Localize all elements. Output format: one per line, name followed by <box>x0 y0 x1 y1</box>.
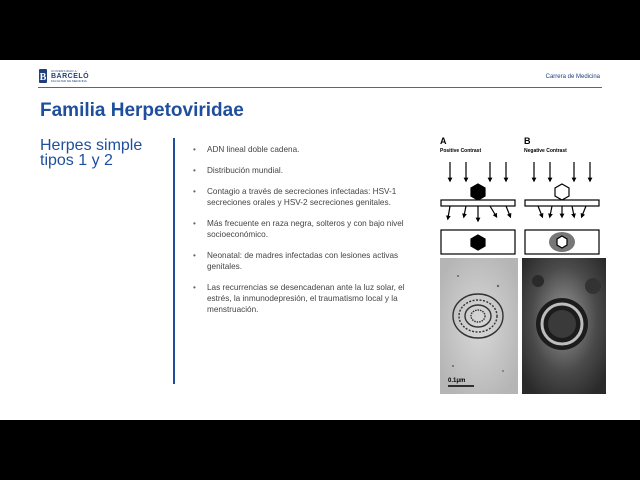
bullet-dot-icon: • <box>193 219 196 228</box>
bullet-item <box>193 282 413 315</box>
bullet-item <box>193 144 413 155</box>
bullet-item <box>193 165 413 176</box>
bullet-text: ADN lineal doble cadena. <box>207 145 300 154</box>
scale-bar-label: 0.1μm <box>448 378 466 384</box>
bullet-text: Neonatal: de madres infectadas con lesiones activas genitales. <box>207 251 399 271</box>
logo-line1: UNIVERSIDAD A. <box>51 68 78 73</box>
slide-title: Familia Herpetoviridae <box>40 100 244 121</box>
panel-a-letter: A <box>440 136 447 146</box>
logo-line3: FACULTAD DE MEDICINA <box>51 78 87 83</box>
header-divider <box>38 87 602 88</box>
bullet-dot-icon: • <box>193 283 196 292</box>
bullet-dot-icon: • <box>193 166 196 175</box>
course-label: Carrera de Medicina <box>545 74 600 80</box>
logo-emblem-icon <box>38 68 48 84</box>
micrograph-b <box>522 258 606 394</box>
svg-text:B: B <box>39 72 47 83</box>
virus-contrast-figure <box>438 136 608 396</box>
panel-b-letter: B <box>524 136 531 146</box>
panel-b-schematic <box>525 162 599 254</box>
bullet-text: Más frecuente en raza negra, solteros y con bajo nivel socioeconómico. <box>207 219 404 239</box>
bullet-item <box>193 250 413 272</box>
bullet-item <box>193 186 413 208</box>
bullet-dot-icon: • <box>193 187 196 196</box>
logo-line2: BARCELÓ <box>51 72 90 80</box>
bullet-dot-icon: • <box>193 145 196 154</box>
bullet-dot-icon: • <box>193 251 196 260</box>
panel-a-schematic <box>441 162 515 254</box>
bullet-list <box>193 144 413 325</box>
vertical-divider <box>173 138 175 384</box>
bullet-text: Contagio a través de secreciones infectadas: HSV-1 secreciones orales y HSV-2 secreciones genitales. <box>207 187 397 207</box>
bullet-text: Las recurrencias se desencadenan ante la luz solar, el estrés, la inmunodepresión, el traumatismo local y la menstruación. <box>207 283 405 314</box>
slide-subtitle: Herpes simple tipos 1 y 2 <box>40 137 143 169</box>
panel-a-label: Positive Contrast <box>440 148 482 154</box>
micrograph-a <box>440 258 518 394</box>
slide <box>0 60 640 420</box>
university-logo <box>38 68 89 84</box>
bullet-item <box>193 218 413 240</box>
panel-b-label: Negative Contrast <box>524 148 567 154</box>
bullet-text: Distribución mundial. <box>207 166 283 175</box>
